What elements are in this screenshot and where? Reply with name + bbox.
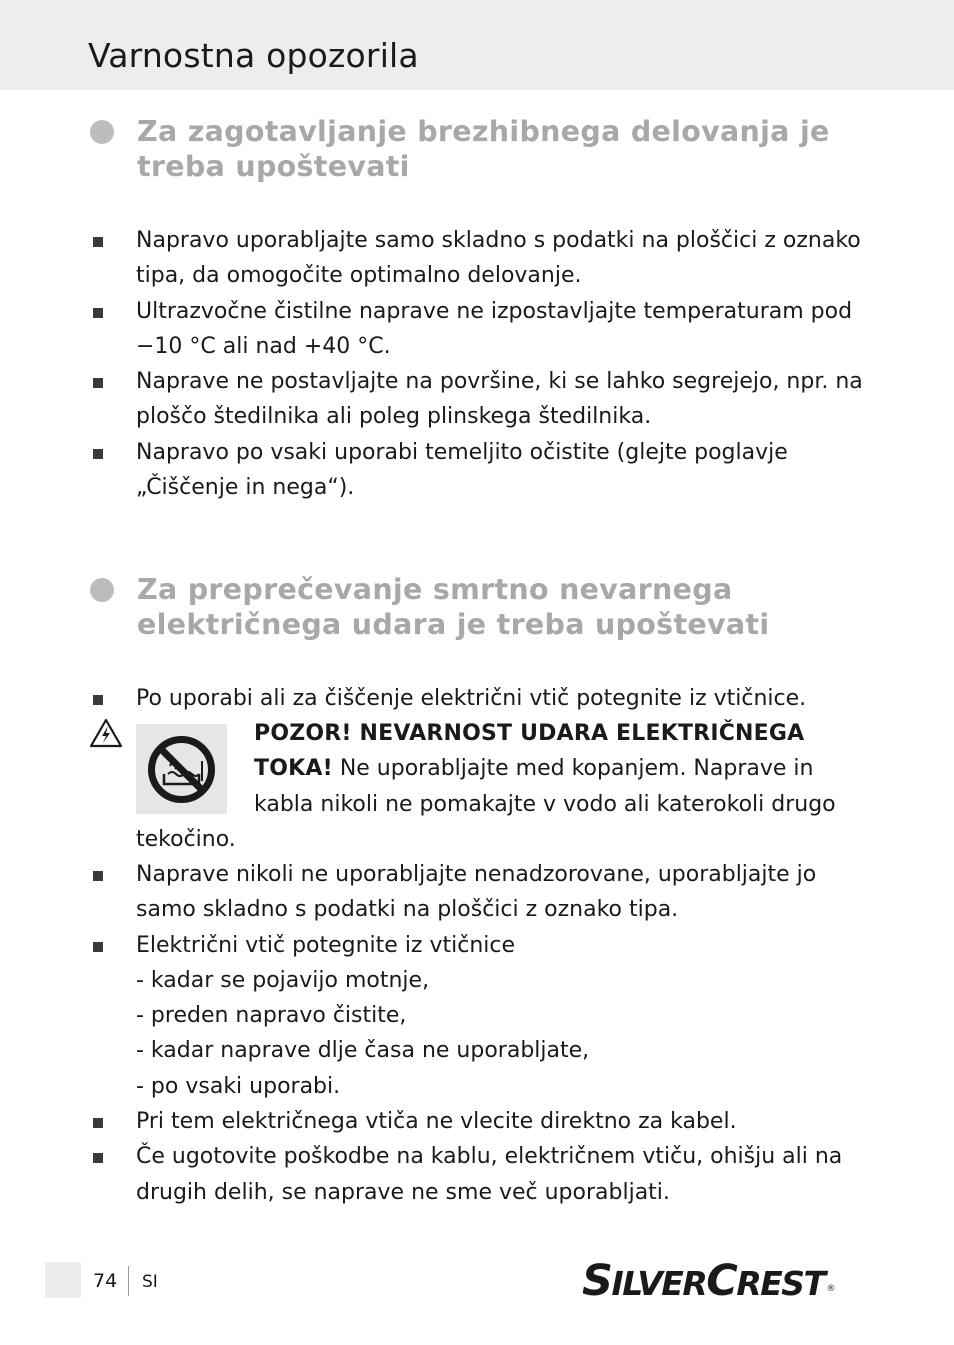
square-bullet-icon <box>93 378 103 388</box>
list-item-text: Pri tem električnega vtiča ne vlecite direktno za kabel. <box>136 1109 737 1135</box>
section-bullet-dot-icon <box>90 120 114 144</box>
prohibited-bathtub-icon <box>146 734 217 805</box>
warning-strong-label: POZOR! NEVARNOST UDARA ELEKTRIČNEGA TOKA! <box>254 721 805 782</box>
footer-page-box <box>45 1262 81 1298</box>
list-item <box>88 857 878 928</box>
warning-tail: tekočino. <box>136 827 236 852</box>
unplug-sub-item: - preden napravo čistite, <box>136 1003 407 1029</box>
list-item-text: Po uporabi ali za čiščenje električni vtič potegnite iz vtičnice. <box>136 686 807 711</box>
square-bullet-icon <box>93 1118 103 1128</box>
shock-first-list <box>88 681 878 716</box>
section-heading-text: Za zagotavljanje brezhibnega delovanja je treba upoštevati <box>137 115 830 183</box>
section-heading-operation <box>88 114 878 184</box>
shock-warning-block <box>88 716 878 858</box>
list-item <box>88 1104 878 1139</box>
list-item <box>88 928 878 1104</box>
unplug-sub-item: - kadar se pojavijo motnje, <box>136 967 430 993</box>
warning-body: Ne uporabljajte med kopanjem. Naprave in kabla nikoli ne pomakajte v vodo ali katerokoli drugo <box>254 756 836 817</box>
list-item-text: Naprave nikoli ne uporabljajte nenadzorovane, uporabljajte jo samo skladno s podatki na ploščici z oznako tipa. <box>136 862 817 923</box>
list-item-text: Naprave ne postavljajte na površine, ki se lahko segrejejo, npr. na ploščo štedilnika ali poleg plinskega štedilnika. <box>136 369 863 430</box>
list-item <box>88 223 878 294</box>
unplug-sub-item: - kadar naprave dlje časa ne uporabljate, <box>136 1038 590 1064</box>
unplug-sub-item: - po vsaki uporabi. <box>136 1073 341 1099</box>
silvercrest-logo: SILVERCREST ® <box>582 1256 836 1306</box>
section-heading-electric-shock <box>88 572 878 642</box>
square-bullet-icon <box>93 1153 103 1163</box>
list-item-text: Napravo po vsaki uporabi temeljito očistite (glejte poglavje „Čiščenje in nega“). <box>136 439 788 501</box>
list-item <box>88 1139 878 1210</box>
square-bullet-icon <box>93 308 103 318</box>
section-bullet-dot-icon <box>90 578 114 602</box>
section-heading-text: Za preprečevanje smrtno nevarnega električnega udara je treba upoštevati <box>137 573 770 641</box>
square-bullet-icon <box>93 695 103 705</box>
list-item-text: Ultrazvočne čistilne naprave ne izpostavljajte temperaturam pod −10 °C ali nad +40 °C. <box>136 298 853 359</box>
square-bullet-icon <box>93 871 103 881</box>
language-code: SI <box>142 1272 158 1292</box>
list-item-text: Napravo uporabljajte samo skladno s podatki na ploščici z oznako tipa, da omogočite optimalno delovanje. <box>136 228 861 289</box>
list-item-text: Če ugotovite poškodbe na kablu, električnem vtiču, ohišju ali na drugih delih, se naprave ne sme več uporabljati. <box>136 1144 843 1205</box>
warning-text <box>254 716 874 822</box>
page-number: 74 <box>93 1270 118 1292</box>
page-title: Varnostna opozorila <box>88 36 419 75</box>
list-item <box>88 364 878 435</box>
no-bathing-icon <box>136 724 227 814</box>
square-bullet-icon <box>93 449 103 459</box>
list-item <box>88 435 878 506</box>
list-item-text: Električni vtič potegnite iz vtičnice <box>136 932 516 958</box>
warning-triangle-icon <box>89 718 123 748</box>
list-item <box>88 294 878 365</box>
list-item <box>88 681 878 716</box>
operation-safety-list <box>88 223 878 505</box>
footer-divider <box>128 1266 129 1296</box>
square-bullet-icon <box>93 942 103 952</box>
shock-safety-list <box>88 857 878 1210</box>
square-bullet-icon <box>93 237 103 247</box>
